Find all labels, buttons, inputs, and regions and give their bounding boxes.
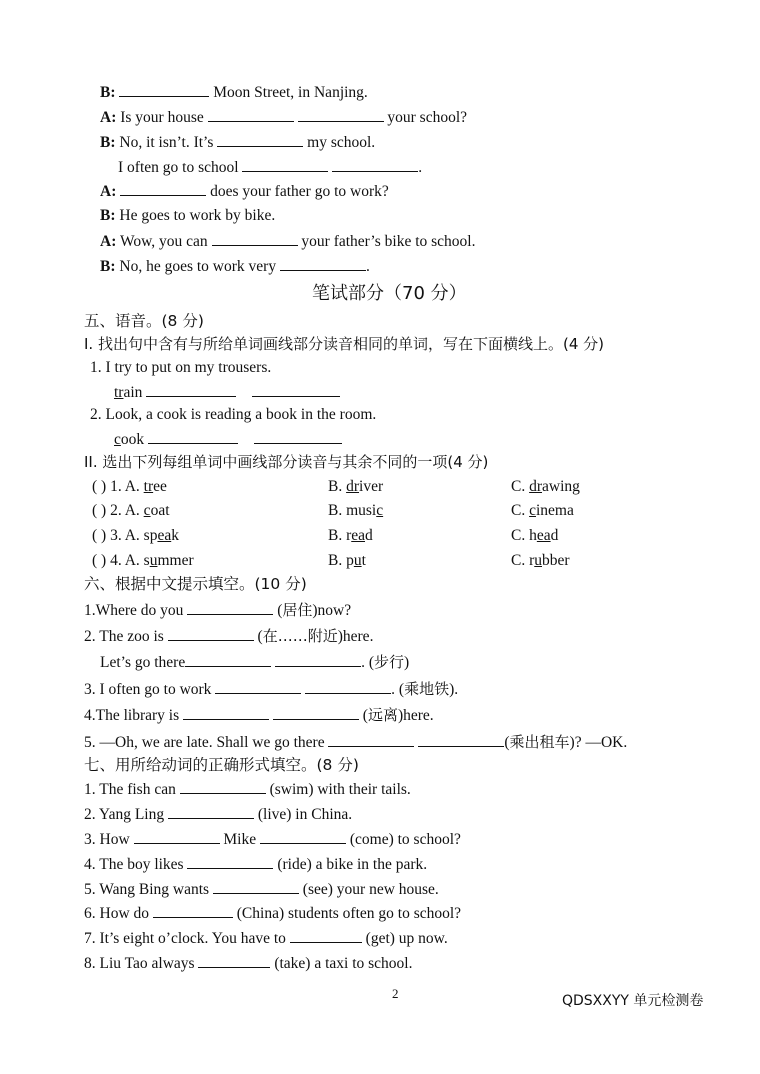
dialog-line-1 xyxy=(100,82,368,103)
speaker: A: xyxy=(100,183,117,200)
dialog-text: No, it isn’t. It’s xyxy=(115,134,218,151)
option-b[interactable]: B. put xyxy=(328,552,366,569)
answer-blank[interactable] xyxy=(168,626,254,641)
answer-blank[interactable] xyxy=(153,903,233,918)
option-a[interactable]: ( ) 1. A. tree xyxy=(92,478,167,495)
question-line: 5. Wang Bing wants (see) your new house. xyxy=(84,881,439,898)
answer-blank[interactable] xyxy=(213,879,299,894)
answer-blank[interactable] xyxy=(148,429,238,444)
dialog-line-6 xyxy=(100,206,275,226)
answer-blank[interactable] xyxy=(273,705,359,720)
question-line: 2. Yang Ling (live) in China. xyxy=(84,806,353,823)
dialog-line-8 xyxy=(100,256,370,277)
answer-blank[interactable] xyxy=(183,705,269,720)
answer-blank[interactable] xyxy=(120,181,206,196)
word-rest: ook xyxy=(120,431,145,448)
answer-blank[interactable] xyxy=(332,157,418,172)
dialog-text: Moon Street, in Nanjing. xyxy=(209,84,368,101)
dialog-text: No, he goes to work very xyxy=(115,258,280,275)
answer-blank[interactable] xyxy=(418,732,504,747)
dialog-text: your school? xyxy=(383,109,468,126)
underlined-letters: c xyxy=(114,431,121,448)
option-b[interactable]: B. driver xyxy=(328,478,384,495)
answer-blank[interactable] xyxy=(290,928,362,943)
dialog-text: Is your house xyxy=(116,109,208,126)
section7-heading: 七、用所给动词的正确形式填空。(8 分) xyxy=(84,756,359,774)
option-a[interactable]: ( ) 4. A. summer xyxy=(92,552,194,569)
answer-blank[interactable] xyxy=(168,804,254,819)
answer-blank[interactable] xyxy=(180,779,266,794)
answer-blank[interactable] xyxy=(328,732,414,747)
answer-blank[interactable] xyxy=(187,600,273,615)
answer-blank[interactable] xyxy=(212,231,298,246)
question-line: 4. The boy likes (ride) a bike in the park. xyxy=(84,856,428,873)
section5-heading: 五、语音。(8 分) xyxy=(84,312,204,330)
word-rest: ain xyxy=(123,384,143,401)
answer-blank[interactable] xyxy=(208,107,294,122)
answer-blank[interactable] xyxy=(217,132,303,147)
dialog-line-4 xyxy=(118,157,422,178)
question-line: 6. How do (China) students often go to school? xyxy=(84,905,462,922)
footer-tag: QDSXXYY 单元检测卷 xyxy=(562,993,704,1009)
question-line: 4.The library is (远离)here. xyxy=(84,706,434,724)
answer-blank[interactable] xyxy=(242,157,328,172)
option-a[interactable]: ( ) 2. A. coat xyxy=(92,502,170,519)
dialog-text: . xyxy=(365,258,370,275)
answer-blank[interactable] xyxy=(187,854,273,869)
section5-part2-heading: II. 选出下列每组单词中画线部分读音与其余不同的一项(4 分) xyxy=(84,453,489,471)
question-text: 1. I try to put on my trousers. xyxy=(90,359,272,376)
question-line: 8. Liu Tao always (take) a taxi to school. xyxy=(84,955,413,972)
given-word xyxy=(114,382,340,403)
speaker: A: xyxy=(100,109,117,126)
answer-blank[interactable] xyxy=(280,256,366,271)
dialog-text: my school. xyxy=(303,134,376,151)
dialog-text: your father’s bike to school. xyxy=(297,233,476,250)
answer-blank[interactable] xyxy=(198,953,270,968)
option-c[interactable]: C. head xyxy=(511,527,559,544)
question-line: 2. The zoo is (在……附近)here. xyxy=(84,627,374,645)
answer-blank[interactable] xyxy=(134,829,220,844)
dialog-text: He goes to work by bike. xyxy=(115,207,276,224)
question-line: 3. I often go to work . (乘地铁). xyxy=(84,680,459,698)
answer-blank[interactable] xyxy=(254,429,342,444)
question-line: 5. —Oh, we are late. Shall we go there (乘出租车)? —OK. xyxy=(84,733,628,751)
answer-blank[interactable] xyxy=(146,382,236,397)
question-line: 1. The fish can (swim) with their tails. xyxy=(84,781,411,798)
dialog-text: . xyxy=(418,159,423,176)
speaker: A: xyxy=(100,233,117,250)
speaker: B: xyxy=(100,258,116,275)
question-line: 3. How Mike (come) to school? xyxy=(84,831,461,848)
dialog-text: Wow, you can xyxy=(116,233,212,250)
option-b[interactable]: B. music xyxy=(328,502,384,519)
question-line: Let’s go there . (步行) xyxy=(100,653,410,671)
option-a[interactable]: ( ) 3. A. speak xyxy=(92,527,179,544)
answer-blank[interactable] xyxy=(260,829,346,844)
answer-blank[interactable] xyxy=(252,382,340,397)
question-text: 2. Look, a cook is reading a book in the room. xyxy=(90,406,377,423)
answer-blank[interactable] xyxy=(119,82,209,97)
question-line: 7. It’s eight o’clock. You have to (get) up now. xyxy=(84,930,448,947)
answer-blank[interactable] xyxy=(215,679,301,694)
speaker: B: xyxy=(100,84,116,101)
dialog-line-5 xyxy=(100,181,389,202)
page-number: 2 xyxy=(392,986,399,1001)
question-line: 1.Where do you (居住)now? xyxy=(84,601,352,619)
speaker: B: xyxy=(100,207,116,224)
written-section-title: 笔试部分（70 分） xyxy=(312,283,467,304)
section6-heading: 六、根据中文提示填空。(10 分) xyxy=(84,575,307,593)
dialog-line-2 xyxy=(100,107,467,128)
speaker: B: xyxy=(100,134,116,151)
answer-blank[interactable] xyxy=(185,652,271,667)
given-word xyxy=(114,429,342,450)
dialog-text: I often go to school xyxy=(118,159,243,176)
option-c[interactable]: C. rubber xyxy=(511,552,570,569)
dialog-line-3 xyxy=(100,132,375,153)
dialog-text: does your father go to work? xyxy=(206,183,389,200)
answer-blank[interactable] xyxy=(305,679,391,694)
answer-blank[interactable] xyxy=(275,652,361,667)
option-c[interactable]: C. drawing xyxy=(511,478,580,495)
dialog-line-7 xyxy=(100,231,475,252)
underlined-letters: tr xyxy=(114,384,124,401)
option-b[interactable]: B. read xyxy=(328,527,373,544)
option-c[interactable]: C. cinema xyxy=(511,502,574,519)
section5-part1-heading: I. 找出句中含有与所给单词画线部分读音相同的单词，写在下面横线上。(4 分) xyxy=(84,335,604,353)
answer-blank[interactable] xyxy=(298,107,384,122)
